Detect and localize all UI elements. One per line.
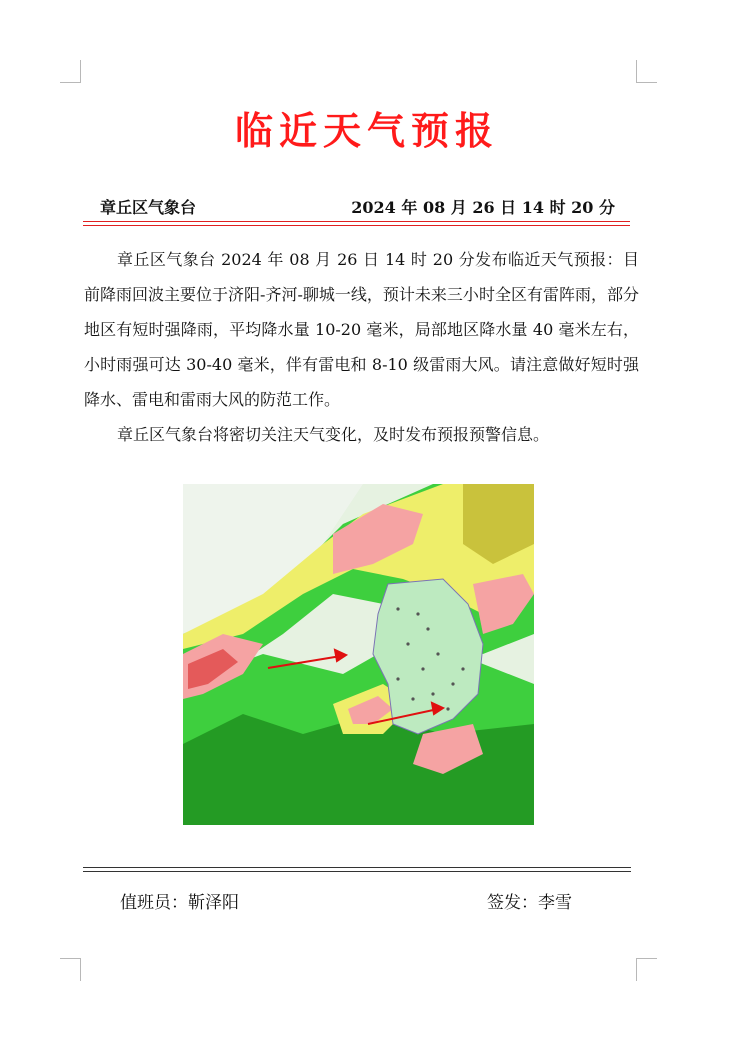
crop-mark-top-right	[636, 60, 657, 83]
crop-mark-top-left	[60, 60, 81, 83]
signed-by: 签发：李雪	[487, 893, 572, 913]
issuer-name: 章丘区气象台	[100, 198, 197, 217]
forecast-paragraph: 章丘区气象台 2024 年 08 月 26 日 14 时 20 分发布临近天气预报：目前降雨回波主要位于济阳-齐河-聊城一线，预计未来三小时全区有雷阵雨，部分地区有短时强降雨，平均降水量 10-20 毫米，局部地区降水量 40 毫米左右，小时雨强可达 30-40 毫米，伴有雷电和 8-10 级雷雨大风。请注意做好短时强降水、雷电和雷雨大风的防范工作。	[84, 250, 639, 409]
monitoring-paragraph: 章丘区气象台将密切关注天气变化，及时发布预报预警信息。	[117, 425, 550, 444]
issue-time: 2024 年 08 月 26 日 14 时 20 分	[351, 198, 615, 217]
footer-divider-bottom	[83, 871, 631, 872]
page-title: 临近天气预报	[234, 109, 499, 153]
footer-divider-top	[83, 867, 631, 868]
header-divider-bottom	[83, 225, 630, 226]
crop-mark-bottom-left	[60, 958, 81, 981]
header-divider-top	[83, 221, 630, 222]
radar-image	[183, 484, 534, 825]
radar-echo-map	[183, 484, 534, 825]
duty-officer: 值班员：靳泽阳	[120, 893, 239, 913]
crop-mark-bottom-right	[636, 958, 657, 981]
